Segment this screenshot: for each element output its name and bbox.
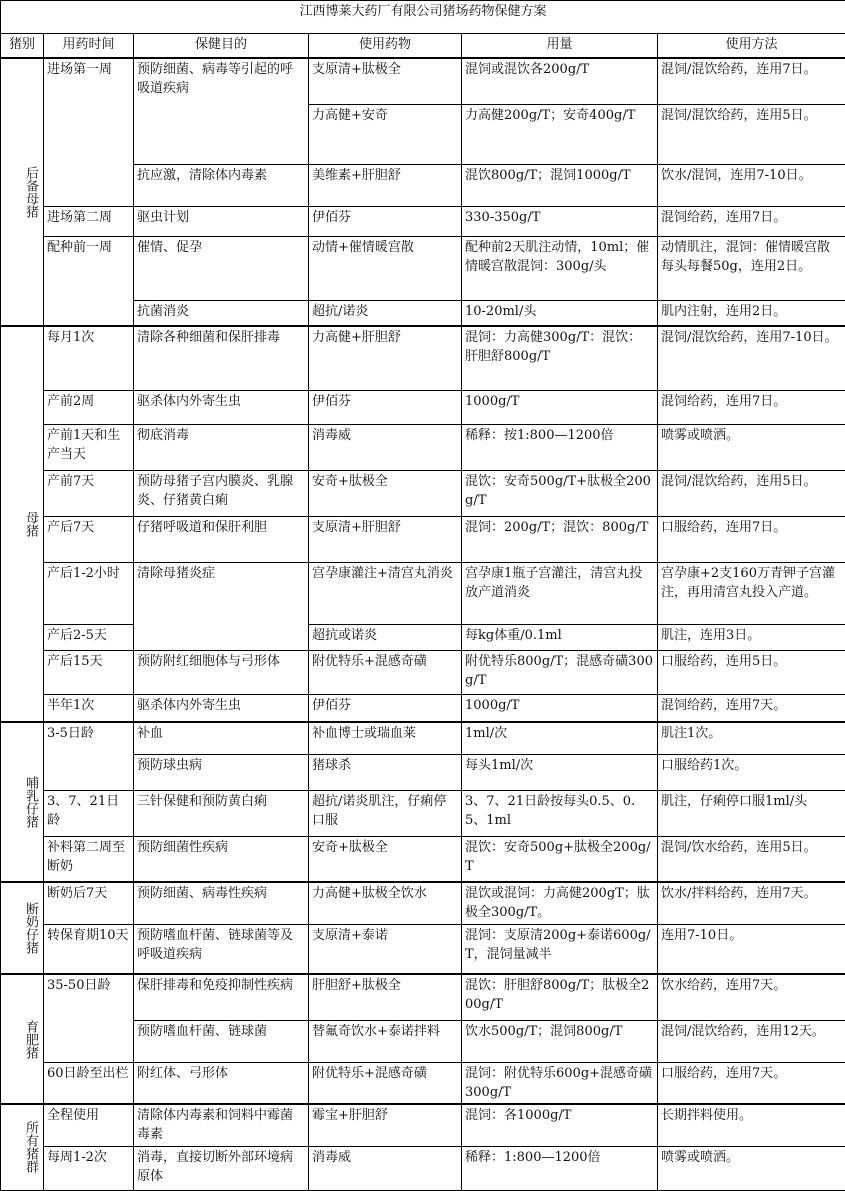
dosage: 混饮800g/T；混饲1000g/T bbox=[462, 164, 658, 206]
dosage: 配种前2天肌注动情，10ml；催情暖宫散混饲：300g/头 bbox=[462, 236, 658, 300]
drug-name: 附优特乐+混感奇磺 bbox=[309, 1062, 462, 1104]
dosage: 1000g/T bbox=[462, 694, 658, 722]
health-purpose: 预防嗜血杆菌、链球菌 bbox=[134, 1020, 309, 1062]
usage-method: 混饲/混饮给药，连用7日。 bbox=[658, 58, 845, 104]
drug-name: 安奇+肽极全 bbox=[309, 470, 462, 516]
table-row bbox=[1, 1104, 845, 1146]
table-row bbox=[1, 1062, 845, 1104]
dosage: 混饮：安奇500g/T+肽极全200g/T bbox=[462, 470, 658, 516]
medication-time: 3-5日龄 bbox=[44, 722, 134, 790]
drug-name: 伊佰芬 bbox=[309, 390, 462, 424]
health-purpose: 预防母猪子宫内膜炎、乳腺炎、仔猪黄白痢 bbox=[134, 470, 309, 516]
drug-name: 猪球杀 bbox=[309, 754, 462, 790]
drug-name: 安奇+肽极全 bbox=[309, 836, 462, 882]
dosage: 力高健200g/T；安奇400g/T bbox=[462, 104, 658, 164]
medication-time: 半年1次 bbox=[44, 694, 134, 722]
usage-method: 混饲给药，连用7日。 bbox=[658, 206, 845, 236]
medication-time: 断奶后7天 bbox=[44, 882, 134, 924]
pig-category: 断奶仔猪 bbox=[1, 882, 44, 974]
dosage: 混饲或混饮各200g/T bbox=[462, 58, 658, 104]
header-drug: 使用药物 bbox=[309, 34, 462, 59]
table-row bbox=[1, 694, 845, 722]
table-row bbox=[1, 390, 845, 424]
dosage: 混饲：200g/T；混饮：800g/T bbox=[462, 516, 658, 562]
dosage: 混饮或混饲：力高健200gT；肽极全300g/T。 bbox=[462, 882, 658, 924]
pig-category: 所有猪群 bbox=[1, 1104, 44, 1190]
table-row bbox=[1, 516, 845, 562]
usage-method: 宫孕康+2支160万青钾子宫灌注，再用清宫丸投入产道。 bbox=[658, 562, 845, 624]
dosage: 混饮：安奇500g+肽极全200g/T bbox=[462, 836, 658, 882]
pig-category: 后备母猪 bbox=[1, 58, 44, 326]
table-row bbox=[1, 974, 845, 1020]
usage-method: 混饲给药，连用7日。 bbox=[658, 390, 845, 424]
usage-method: 肌注，仔痢停口服1ml/头 bbox=[658, 790, 845, 836]
usage-method: 口服给药1次。 bbox=[658, 754, 845, 790]
medication-time: 产后7天 bbox=[44, 516, 134, 562]
health-purpose: 预防细菌、病毒等引起的呼吸道疾病 bbox=[134, 58, 309, 164]
drug-name: 支原清+泰诺 bbox=[309, 924, 462, 974]
medication-time: 配种前一周 bbox=[44, 236, 134, 326]
usage-method: 口服给药，连用5日。 bbox=[658, 650, 845, 694]
dosage: 混饲：各1000g/T bbox=[462, 1104, 658, 1146]
health-purpose: 消毒，直接切断外部环境病原体 bbox=[134, 1146, 309, 1190]
usage-method: 口服给药，连用7日。 bbox=[658, 516, 845, 562]
drug-name: 支原清+肝胆舒 bbox=[309, 516, 462, 562]
health-purpose: 催情、促孕 bbox=[134, 236, 309, 300]
medication-time: 每周1-2次 bbox=[44, 1146, 134, 1190]
health-purpose: 三针保健和预防黄白痢 bbox=[134, 790, 309, 836]
health-purpose: 附红体、弓形体 bbox=[134, 1062, 309, 1104]
health-purpose: 驱虫计划 bbox=[134, 206, 309, 236]
drug-name: 伊佰芬 bbox=[309, 694, 462, 722]
drug-name: 支原清+肽极全 bbox=[309, 58, 462, 104]
dosage: 每kg体重/0.1ml bbox=[462, 624, 658, 650]
drug-name: 超抗/诺炎 bbox=[309, 300, 462, 326]
drug-name: 力高健+肝胆舒 bbox=[309, 326, 462, 390]
header-method: 使用方法 bbox=[658, 34, 845, 59]
pig-category: 哺乳仔猪 bbox=[1, 722, 44, 882]
medication-time: 全程使用 bbox=[44, 1104, 134, 1146]
medication-time: 产前1天和生产当天 bbox=[44, 424, 134, 470]
medication-time: 补料第二周至断奶 bbox=[44, 836, 134, 882]
table-row bbox=[1, 236, 845, 300]
drug-name: 力高健+肽极全饮水 bbox=[309, 882, 462, 924]
health-purpose: 补血 bbox=[134, 722, 309, 754]
pig-category: 母猪 bbox=[1, 326, 44, 722]
health-purpose: 仔猪呼吸道和保肝利胆 bbox=[134, 516, 309, 562]
dosage: 每头1ml/次 bbox=[462, 754, 658, 790]
usage-method: 混饲/饮水给药，连用5日。 bbox=[658, 836, 845, 882]
medication-time: 3、7、21日龄 bbox=[44, 790, 134, 836]
usage-method: 混饲/混饮给药，连用5日。 bbox=[658, 470, 845, 516]
drug-name: 替氟奇饮水+泰诺拌料 bbox=[309, 1020, 462, 1062]
dosage: 混饲：支原清200g+泰诺600g/T，混饲量减半 bbox=[462, 924, 658, 974]
usage-method: 混饲给药，连用7天。 bbox=[658, 694, 845, 722]
table-row bbox=[1, 624, 845, 650]
health-purpose: 清除母猪炎症 bbox=[134, 562, 309, 650]
drug-name: 消毒威 bbox=[309, 424, 462, 470]
dosage: 3、7、21日龄按每头0.5、0.5、1ml bbox=[462, 790, 658, 836]
health-purpose: 彻底消毒 bbox=[134, 424, 309, 470]
usage-method: 喷雾或喷洒。 bbox=[658, 1146, 845, 1190]
medication-time: 进场第二周 bbox=[44, 206, 134, 236]
header-row bbox=[1, 34, 845, 59]
table-row bbox=[1, 58, 845, 104]
dosage: 附优特乐800g/T；混感奇磺300g/T bbox=[462, 650, 658, 694]
health-purpose: 清除各种细菌和保肝排毒 bbox=[134, 326, 309, 390]
table-row bbox=[1, 470, 845, 516]
medication-time: 产后2-5天 bbox=[44, 624, 134, 650]
usage-method: 混饲/混饮给药，连用12天。 bbox=[658, 1020, 845, 1062]
medication-time: 进场第一周 bbox=[44, 58, 134, 206]
medication-time: 产前7天 bbox=[44, 470, 134, 516]
table-row bbox=[1, 790, 845, 836]
dosage: 混饮：肝胆舒800g/T；肽极全200g/T bbox=[462, 974, 658, 1020]
table-row bbox=[1, 924, 845, 974]
table-body bbox=[1, 58, 845, 1190]
usage-method: 肌注，连用3日。 bbox=[658, 624, 845, 650]
medication-time: 每月1次 bbox=[44, 326, 134, 390]
drug-name: 超抗/诺炎肌注，仔痢停口服 bbox=[309, 790, 462, 836]
drug-name: 补血博士或瑞血莱 bbox=[309, 722, 462, 754]
medication-time: 35-50日龄 bbox=[44, 974, 134, 1062]
header-purpose: 保健目的 bbox=[134, 34, 309, 59]
usage-method: 喷雾或喷洒。 bbox=[658, 424, 845, 470]
dosage: 1ml/次 bbox=[462, 722, 658, 754]
health-purpose: 驱杀体内外寄生虫 bbox=[134, 390, 309, 424]
dosage: 1000g/T bbox=[462, 390, 658, 424]
usage-method: 长期拌料使用。 bbox=[658, 1104, 845, 1146]
document-title: 江西博莱大药厂有限公司猪场药物保健方案 bbox=[1, 1, 845, 34]
table-row bbox=[1, 424, 845, 470]
health-purpose: 清除体内毒素和饲料中霉菌毒素 bbox=[134, 1104, 309, 1146]
usage-method: 混饲/混饮给药，连用5日。 bbox=[658, 104, 845, 164]
medication-time: 转保育期10天 bbox=[44, 924, 134, 974]
usage-method: 肌内注射，连用2日。 bbox=[658, 300, 845, 326]
health-purpose: 抗菌消炎 bbox=[134, 300, 309, 326]
header-pig-type: 猪别 bbox=[1, 34, 44, 59]
drug-name: 肝胆舒+肽极全 bbox=[309, 974, 462, 1020]
health-purpose: 预防细菌、病毒性疾病 bbox=[134, 882, 309, 924]
table-row bbox=[1, 562, 845, 624]
medication-time: 产前2周 bbox=[44, 390, 134, 424]
dosage: 330-350g/T bbox=[462, 206, 658, 236]
drug-name: 美维素+肝胆舒 bbox=[309, 164, 462, 206]
health-purpose: 抗应激，清除体内毒素 bbox=[134, 164, 309, 206]
usage-method: 饮水给药，连用7天。 bbox=[658, 974, 845, 1020]
usage-method: 饮水/拌料给药，连用7天。 bbox=[658, 882, 845, 924]
usage-method: 连用7-10日。 bbox=[658, 924, 845, 974]
health-purpose: 预防嗜血杆菌、链球菌等及呼吸道疾病 bbox=[134, 924, 309, 974]
dosage: 10-20ml/头 bbox=[462, 300, 658, 326]
pig-category: 育肥猪 bbox=[1, 974, 44, 1104]
drug-name: 力高健+安奇 bbox=[309, 104, 462, 164]
health-purpose: 保肝排毒和免疫抑制性疾病 bbox=[134, 974, 309, 1020]
dosage: 稀释：1:800—1200倍 bbox=[462, 1146, 658, 1190]
health-purpose: 预防细菌性疾病 bbox=[134, 836, 309, 882]
header-time: 用药时间 bbox=[44, 34, 134, 59]
drug-name: 宫孕康灌注+清宫丸消炎 bbox=[309, 562, 462, 624]
header-dosage: 用量 bbox=[462, 34, 658, 59]
health-purpose: 预防附红细胞体与弓形体 bbox=[134, 650, 309, 694]
usage-method: 混饲/混饮给药，连用7-10日。 bbox=[658, 326, 845, 390]
drug-name: 附优特乐+混感奇磺 bbox=[309, 650, 462, 694]
dosage: 宫孕康1瓶子宫灌注，清宫丸投放产道消炎 bbox=[462, 562, 658, 624]
table-row bbox=[1, 650, 845, 694]
drug-name: 消毒威 bbox=[309, 1146, 462, 1190]
drug-name: 动情+催情暖宫散 bbox=[309, 236, 462, 300]
drug-name: 霉宝+肝胆舒 bbox=[309, 1104, 462, 1146]
table-row bbox=[1, 882, 845, 924]
medication-time: 60日龄至出栏 bbox=[44, 1062, 134, 1104]
dosage: 饮水500g/T；混饲800g/T bbox=[462, 1020, 658, 1062]
table-row bbox=[1, 326, 845, 390]
usage-method: 口服给药，连用7天。 bbox=[658, 1062, 845, 1104]
usage-method: 肌注1次。 bbox=[658, 722, 845, 754]
dosage: 混饲：力高健300g/T：混饮：肝胆舒800g/T bbox=[462, 326, 658, 390]
table-row bbox=[1, 836, 845, 882]
usage-method: 饮水/混饲，连用7-10日。 bbox=[658, 164, 845, 206]
table-row bbox=[1, 206, 845, 236]
usage-method: 动情肌注，混饲：催情暖宫散每头每餐50g，连用2日。 bbox=[658, 236, 845, 300]
health-purpose: 预防球虫病 bbox=[134, 754, 309, 790]
table-row bbox=[1, 722, 845, 754]
medication-time: 产后1-2小时 bbox=[44, 562, 134, 624]
table-row bbox=[1, 1146, 845, 1190]
title-row bbox=[1, 1, 845, 34]
dosage: 稀释：按1:800—1200倍 bbox=[462, 424, 658, 470]
drug-name: 超抗或诺炎 bbox=[309, 624, 462, 650]
health-purpose: 驱杀体内外寄生虫 bbox=[134, 694, 309, 722]
drug-name: 伊佰芬 bbox=[309, 206, 462, 236]
dosage: 混饲：附优特乐600g+混感奇磺300g/T bbox=[462, 1062, 658, 1104]
medication-time: 产后15天 bbox=[44, 650, 134, 694]
